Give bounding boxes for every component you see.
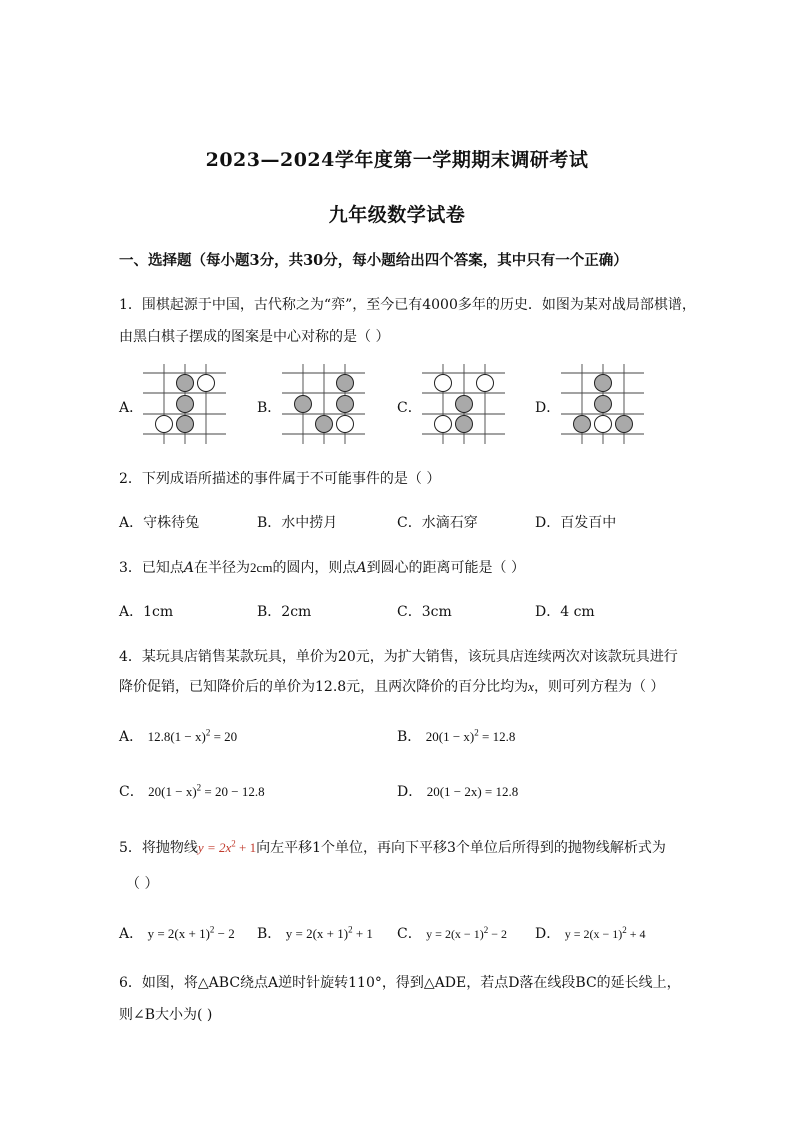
q3-point-var: A [356, 560, 367, 576]
formula-exponent: 2 [483, 925, 489, 935]
go-board-a [140, 362, 230, 446]
formula-exponent: 2 [474, 727, 479, 738]
q5-option-c-formula [426, 927, 507, 941]
q4-var-x: x [528, 679, 534, 694]
q5-stem-line2: （ ） [126, 876, 159, 892]
formula-exponent: 2 [196, 782, 202, 793]
formula-part: 20(1 − x) [148, 784, 197, 799]
formula-exponent: 2 [348, 924, 353, 935]
q1-stem-line2: 由黑白棋子摆成的图案是中心对称的是（ ） [119, 329, 390, 345]
q2-option-d: D．百发百中 [535, 515, 617, 531]
q3-option-b: B．2cm [257, 604, 312, 620]
q2-option-b: B．水中捞月 [257, 515, 338, 531]
formula-part: 12.8(1 − x) [147, 729, 206, 744]
q4-stem-part: ，则可列方程为（ ） [533, 679, 665, 695]
go-board-c [419, 362, 509, 446]
formula-part: y = 2(x + 1) [147, 926, 210, 941]
q3-option-d: D．4 cm [535, 604, 595, 620]
q4-option-d-formula: 20(1 − 2x) = 12.8 [426, 784, 519, 799]
formula-part: = 20 [210, 729, 238, 744]
formula-exponent: 2 [622, 925, 627, 935]
q4-option-c [119, 781, 265, 801]
formula-part: + 1 [352, 926, 373, 941]
formula-part: + 4 [626, 927, 646, 941]
go-board-b [279, 362, 369, 446]
q1-option-c-label: C． [397, 400, 422, 416]
q4-option-d [397, 781, 518, 801]
q4-stem-part: 降价促销，已知降价后的单价为12.8元，且两次降价的百分比均为 [119, 679, 529, 695]
q4-option-c-label: C． [119, 784, 144, 800]
q5-option-b-label: B． [257, 926, 282, 942]
q4-option-a-formula [148, 729, 238, 744]
q4-option-b-formula [426, 729, 516, 744]
q4-option-d-label: D． [397, 784, 423, 800]
q4-option-a-label: A． [119, 729, 144, 745]
formula-part: y = 2(x − 1) [564, 927, 623, 941]
formula-part: − 2 [214, 926, 235, 941]
q4-stem-line2 [119, 676, 664, 696]
q4-option-c-formula [148, 784, 264, 799]
formula-part: = 12.8 [478, 729, 516, 744]
q3-point-var: A [183, 560, 195, 576]
formula-exponent: 2 [205, 727, 211, 738]
q5-option-c-label: C． [397, 926, 422, 942]
q5-option-b-formula [286, 926, 373, 941]
q3-stem [119, 557, 525, 577]
q3-stem-part: 的圆内，则点 [272, 560, 357, 576]
q5-option-b [257, 923, 373, 943]
section-heading: 一、选择题（每小题3分，共30分，每小题给出四个答案，其中只有一个正确） [119, 252, 628, 269]
q1-option-d-label: D． [535, 400, 561, 416]
formula-part: = 20 − 12.8 [201, 784, 265, 799]
q4-option-b-label: B． [397, 729, 422, 745]
q1-option-b-label: B． [257, 400, 282, 416]
q6-stem-line2: 则∠B大小为( ) [119, 1007, 213, 1023]
q5-option-a [119, 923, 235, 943]
q3-stem-part: 到圆心的距离可能是（ ） [366, 560, 526, 576]
q4-option-a [119, 726, 237, 746]
q6-stem-line1: 6．如图，将△ABC绕点A逆时针旋转110°，得到△ADE，若点D落在线段BC的延长线上， [119, 975, 681, 991]
q4-option-b [397, 726, 515, 746]
formula-exponent: 2 [209, 924, 215, 935]
q2-stem: 2．下列成语所描述的事件属于不可能事件的是（ ） [119, 471, 441, 487]
q4-stem-line1: 4．某玩具店销售某款玩具，单价为20元，为扩大销售，该玩具店连续两次对该款玩具进行 [119, 649, 678, 665]
formula-part: y = 2(x + 1) [285, 926, 349, 941]
q5-option-a-label: A． [119, 926, 144, 942]
exam-title: 2023—2024学年度第一学期期末调研考试 [205, 149, 589, 171]
q5-parabola-formula [198, 840, 256, 855]
formula-part: + 1 [235, 840, 257, 855]
q3-option-c: C．3cm [397, 604, 452, 620]
q2-option-a: A．守株待兔 [119, 515, 200, 531]
q5-stem-part: 5．将抛物线 [119, 840, 198, 856]
formula-part: y = 2(x − 1) [426, 927, 484, 941]
q5-option-c [397, 923, 507, 943]
q3-stem-part: 3．已知点 [119, 560, 184, 576]
formula-exponent: 2 [231, 838, 236, 849]
exam-subtitle: 九年级数学试卷 [328, 204, 466, 226]
q1-option-a-label: A． [119, 400, 144, 416]
q5-option-d-label: D． [535, 926, 561, 942]
go-board-d [558, 362, 648, 446]
formula-part: 20(1 − x) [425, 729, 475, 744]
q5-option-a-formula [148, 926, 235, 941]
q3-stem-part: 在半径为 [194, 560, 251, 576]
q3-radius-value: 2cm [250, 560, 273, 575]
q5-stem-line1 [119, 837, 666, 857]
formula-part: − 2 [488, 927, 507, 941]
q2-option-c: C．水滴石穿 [397, 515, 478, 531]
q5-option-d-formula [565, 927, 646, 941]
q1-stem-line1: 1．围棋起源于中国，古代称之为“弈”，至今已有4000多年的历史．如图为某对战局部棋谱， [119, 297, 696, 313]
formula-part: y = 2x [197, 840, 232, 855]
q5-stem-part: 向左平移1个单位，再向下平移3个单位后所得到的抛物线解析式为 [256, 840, 666, 856]
q3-option-a: A．1cm [119, 604, 174, 620]
q5-option-d [535, 923, 646, 943]
